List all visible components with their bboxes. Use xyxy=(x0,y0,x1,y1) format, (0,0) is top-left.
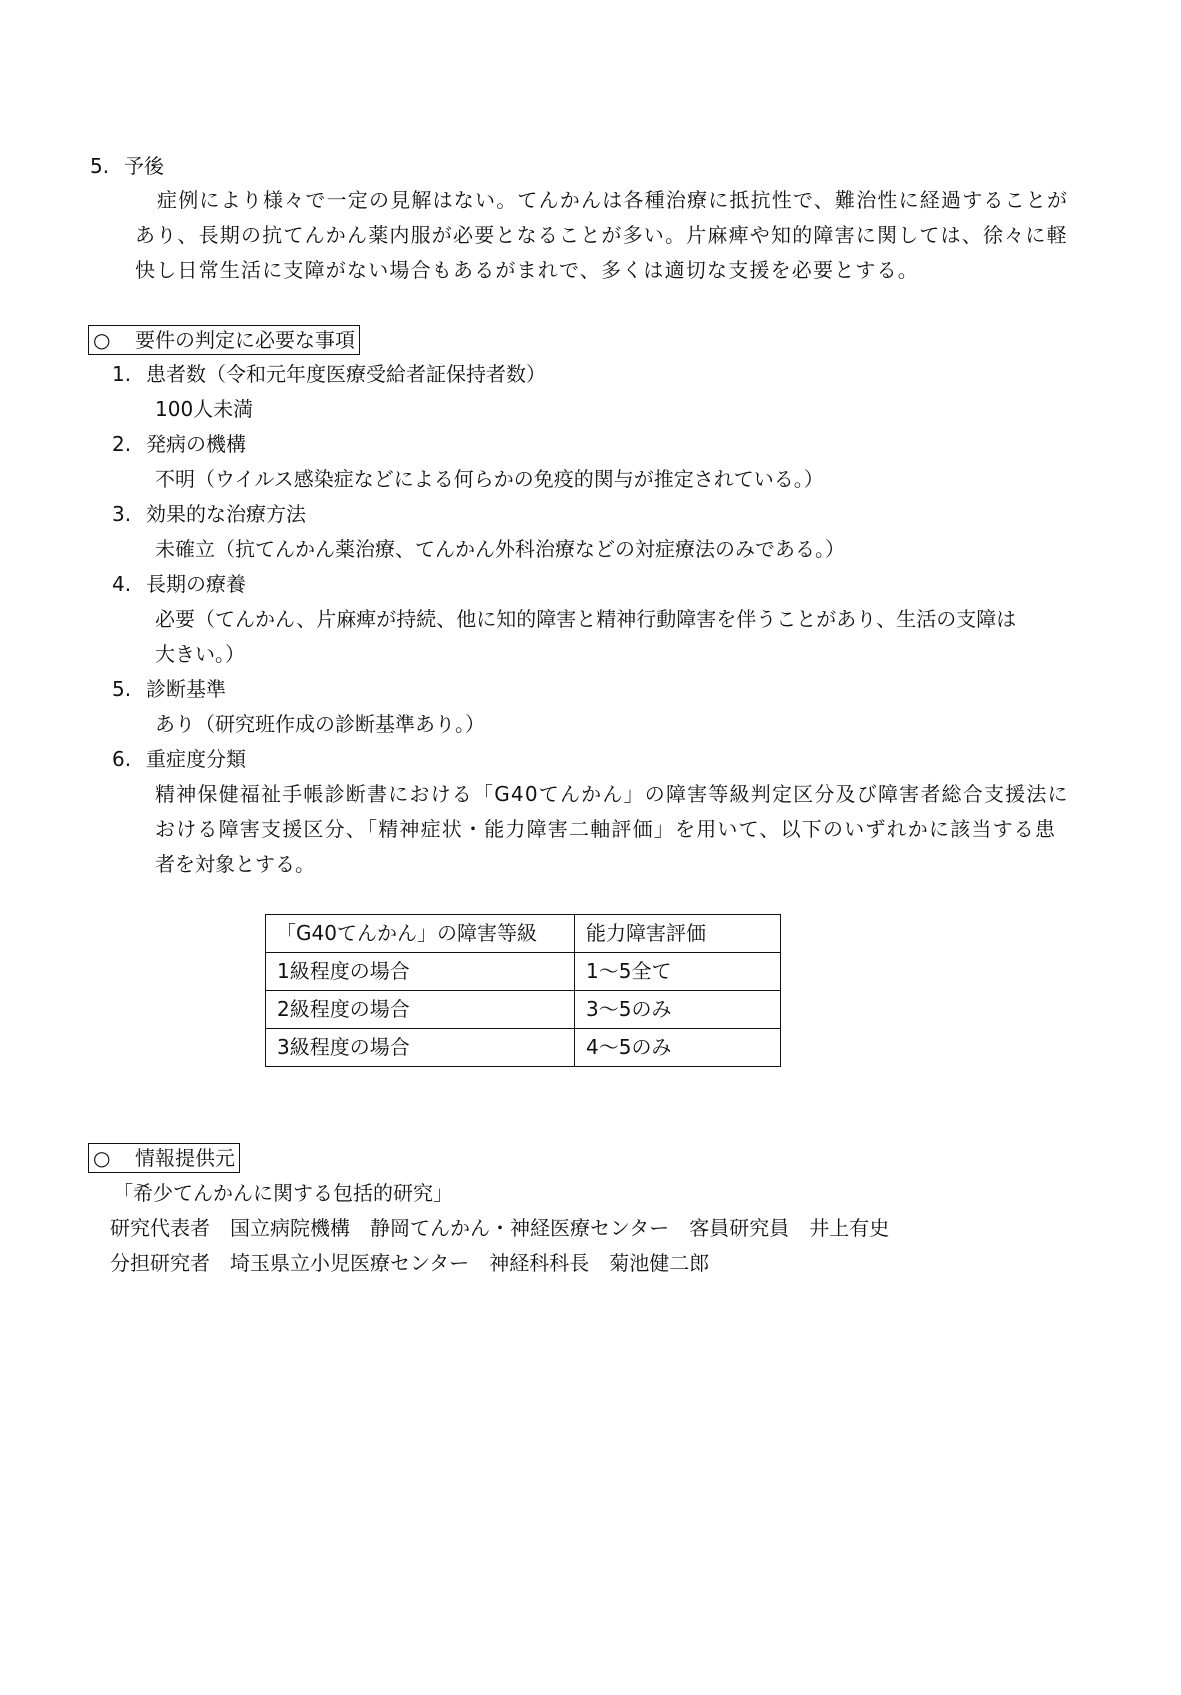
requirement-item-3-heading xyxy=(112,497,306,532)
requirements-section-title: 要件の判定に必要な事項 xyxy=(135,328,355,352)
requirement-item-1-heading xyxy=(112,357,546,392)
table-cell-assessment: 1～5全て xyxy=(575,953,781,991)
requirement-item-2-number: 2. xyxy=(112,432,132,456)
requirement-item-6-content-line-1: 精神保健福祉手帳診断書における「G40てんかん」の障害等級判定区分及び障害者総合支援法に xyxy=(155,782,1069,806)
table-row xyxy=(266,991,781,1029)
requirement-item-6-label: 重症度分類 xyxy=(146,747,246,771)
requirement-item-4-heading xyxy=(112,567,246,602)
requirement-item-6-heading xyxy=(112,742,246,777)
requirement-item-6-number: 6. xyxy=(112,747,132,771)
table-header-disability-grade: 「G40てんかん」の障害等級 xyxy=(266,915,575,953)
circle-bullet-icon: ○ xyxy=(93,1146,111,1170)
info-source-section-title: 情報提供元 xyxy=(135,1146,235,1170)
table-header-ability-assessment: 能力障害評価 xyxy=(575,915,781,953)
requirement-item-3-content: 未確立（抗てんかん薬治療、てんかん外科治療などの対症療法のみである。） xyxy=(155,537,845,561)
table-row xyxy=(266,953,781,991)
prognosis-heading-label: 予後 xyxy=(124,154,164,178)
requirement-item-2-heading xyxy=(112,427,246,462)
requirement-item-6-content-line-3: 者を対象とする。 xyxy=(155,852,315,876)
requirement-item-5-number: 5. xyxy=(112,677,132,701)
requirement-item-4-content-line-1: 必要（てんかん、片麻痺が持続、他に知的障害と精神行動障害を伴うことがあり、生活の支障は xyxy=(155,607,1017,631)
table-header-row xyxy=(266,915,781,953)
prognosis-paragraph-line-3: 快し日常生活に支障がない場合もあるがまれで、多くは適切な支援を必要とする。 xyxy=(135,258,919,282)
prognosis-paragraph-line-2: あり、長期の抗てんかん薬内服が必要となることが多い。片麻痺や知的障害に関しては、徐々に軽 xyxy=(135,223,1068,247)
requirement-item-2-label: 発病の機構 xyxy=(146,432,246,456)
info-source-section-heading xyxy=(88,1143,240,1173)
requirement-item-4-content-line-2: 大きい。） xyxy=(155,642,245,666)
study-title: 「希少てんかんに関する包括的研究」 xyxy=(113,1181,453,1205)
requirement-item-5-label: 診断基準 xyxy=(146,677,226,701)
requirement-item-3-number: 3. xyxy=(112,502,132,526)
requirement-item-1-label: 患者数（令和元年度医療受給者証保持者数） xyxy=(146,362,546,386)
co-investigator-line: 分担研究者 埼玉県立小児医療センター 神経科科長 菊池健二郎 xyxy=(110,1251,710,1275)
requirement-item-2-content: 不明（ウイルス感染症などによる何らかの免疫的関与が推定されている。） xyxy=(155,467,824,491)
table-cell-grade: 1級程度の場合 xyxy=(266,953,575,991)
requirement-item-5-heading xyxy=(112,672,226,707)
principal-investigator-line: 研究代表者 国立病院機構 静岡てんかん・神経医療センター 客員研究員 井上有史 xyxy=(110,1216,890,1240)
requirement-item-4-number: 4. xyxy=(112,572,132,596)
table-cell-grade: 3級程度の場合 xyxy=(266,1029,575,1067)
requirement-item-6-content-line-2: おける障害支援区分、「精神症状・能力障害二軸評価」を用いて、以下のいずれかに該当する患 xyxy=(155,817,1057,841)
circle-bullet-icon: ○ xyxy=(93,328,111,352)
prognosis-heading-number: 5. xyxy=(90,154,110,178)
table-cell-assessment: 3～5のみ xyxy=(575,991,781,1029)
requirement-item-1-number: 1. xyxy=(112,362,132,386)
requirements-section-heading xyxy=(88,325,360,355)
requirement-item-1-content: 100人未満 xyxy=(155,397,254,421)
severity-grade-table xyxy=(265,914,781,1067)
table-cell-assessment: 4～5のみ xyxy=(575,1029,781,1067)
prognosis-heading xyxy=(90,149,164,184)
prognosis-paragraph-line-1: 症例により様々で一定の見解はない。てんかんは各種治療に抵抗性で、難治性に経過することが xyxy=(157,188,1069,212)
table-row xyxy=(266,1029,781,1067)
requirement-item-4-label: 長期の療養 xyxy=(146,572,246,596)
table-cell-grade: 2級程度の場合 xyxy=(266,991,575,1029)
requirement-item-5-content: あり（研究班作成の診断基準あり。） xyxy=(155,712,485,736)
requirement-item-3-label: 効果的な治療方法 xyxy=(146,502,306,526)
